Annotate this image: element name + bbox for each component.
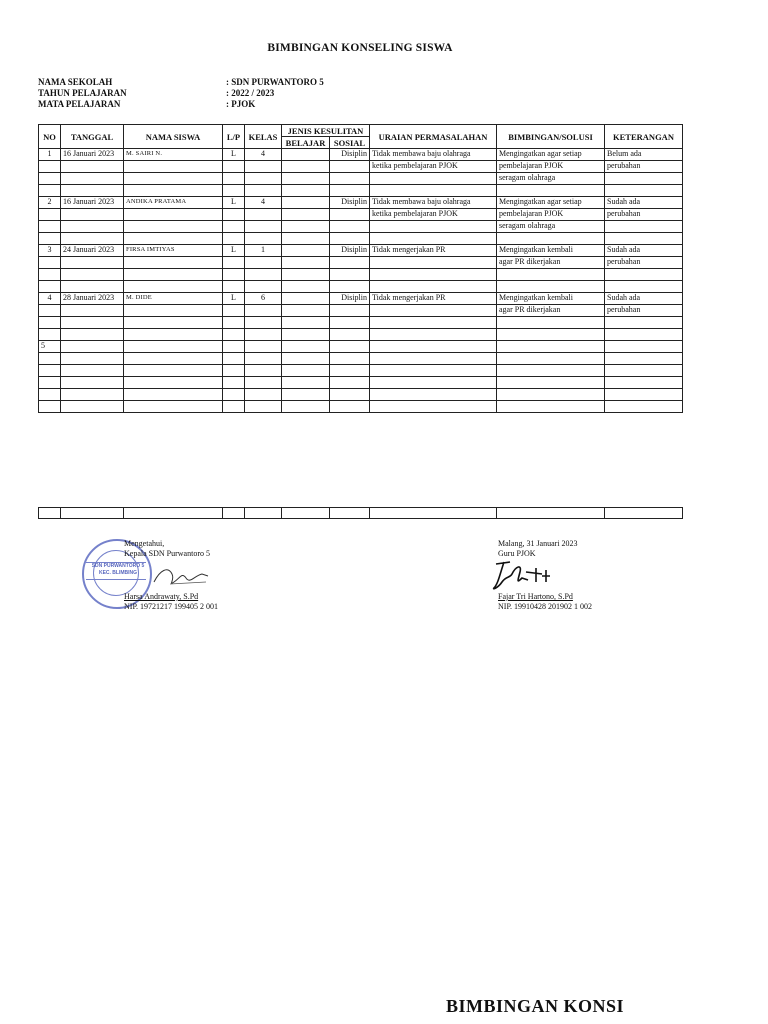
stamp-text	[80, 563, 156, 577]
cell-bimbingan: seragam olahraga	[497, 173, 605, 185]
info-label: TAHUN PELAJARAN	[38, 88, 127, 98]
cell-belajar	[282, 353, 330, 365]
cell-nama	[124, 221, 223, 233]
cell-keterangan	[605, 329, 683, 341]
header-keterangan: KETERANGAN	[605, 125, 683, 149]
cell-nama	[124, 365, 223, 377]
cell-keterangan	[605, 317, 683, 329]
cell-lp	[223, 329, 245, 341]
cell-belajar	[282, 389, 330, 401]
table-row	[39, 257, 683, 269]
cell-belajar	[282, 341, 330, 353]
cell-uraian: Tidak mengerjakan PR	[370, 245, 497, 257]
cell-no	[39, 389, 61, 401]
cell-kelas	[245, 269, 282, 281]
cell-kelas	[245, 389, 282, 401]
header-bimbingan: BIMBINGAN/SOLUSI	[497, 125, 605, 149]
cell-no	[39, 353, 61, 365]
cell-belajar	[282, 245, 330, 257]
cell-belajar	[282, 269, 330, 281]
cell-keterangan: perubahan	[605, 305, 683, 317]
signature-block-headmaster	[124, 539, 210, 559]
table-row	[39, 389, 683, 401]
document-title: BIMBINGAN KONSELING SISWA	[267, 42, 453, 54]
cell-sosial	[330, 305, 370, 317]
cell-lp	[223, 353, 245, 365]
signature-left-line1: Mengetahui,	[124, 539, 165, 548]
table-row	[39, 329, 683, 341]
cell-kelas	[245, 377, 282, 389]
cell-keterangan: Sudah ada	[605, 245, 683, 257]
table-row	[39, 317, 683, 329]
cell-tanggal	[61, 365, 124, 377]
cell-uraian	[370, 401, 497, 413]
cell-nama	[124, 317, 223, 329]
cell-bimbingan: Mengingatkan agar setiap	[497, 149, 605, 161]
cell-keterangan	[605, 401, 683, 413]
cell-sosial	[330, 173, 370, 185]
cell-lp	[223, 317, 245, 329]
cell-keterangan: perubahan	[605, 161, 683, 173]
signature-right-name-block	[498, 592, 592, 612]
cell-tanggal	[61, 221, 124, 233]
cell-no	[39, 161, 61, 173]
cell-no	[39, 209, 61, 221]
cell-sosial	[330, 269, 370, 281]
signature-right-line2: Guru PJOK	[498, 549, 536, 558]
table-row	[39, 269, 683, 281]
cell-kelas	[245, 221, 282, 233]
cell-sosial	[330, 389, 370, 401]
cell-kelas: 1	[245, 245, 282, 257]
cell-keterangan: Sudah ada	[605, 293, 683, 305]
cell-no: 2	[39, 197, 61, 209]
cell-lp	[223, 221, 245, 233]
cell-lp	[223, 389, 245, 401]
cell-uraian	[370, 257, 497, 269]
cell-nama	[124, 401, 223, 413]
cell-tanggal	[61, 185, 124, 197]
cell-keterangan: Sudah ada	[605, 197, 683, 209]
cell-no: 3	[39, 245, 61, 257]
cell-tanggal	[61, 341, 124, 353]
table-row	[39, 305, 683, 317]
cell-tanggal: 16 Januari 2023	[61, 149, 124, 161]
cell-keterangan	[605, 269, 683, 281]
cell-belajar	[282, 377, 330, 389]
signature-left-nip: NIP. 19721217 199405 2 001	[124, 602, 219, 611]
cell-keterangan: Belum ada	[605, 149, 683, 161]
cell-bimbingan	[497, 281, 605, 293]
cell-bimbingan: agar PR dikerjakan	[497, 257, 605, 269]
table-row	[39, 233, 683, 245]
cell-bimbingan: agar PR dikerjakan	[497, 305, 605, 317]
cell-bimbingan: Mengingatkan kembali	[497, 245, 605, 257]
cell-kelas	[245, 173, 282, 185]
table-row	[39, 245, 683, 257]
cell-belajar	[282, 257, 330, 269]
cell-lp	[223, 281, 245, 293]
cell-kelas	[245, 185, 282, 197]
next-page-title: BIMBINGAN KONSI	[446, 996, 625, 1016]
cell-keterangan	[605, 365, 683, 377]
cell-keterangan	[605, 185, 683, 197]
table-row	[39, 173, 683, 185]
cell-bimbingan	[497, 389, 605, 401]
cell-sosial	[330, 257, 370, 269]
cell-belajar	[282, 293, 330, 305]
cell-sosial	[330, 377, 370, 389]
cell-nama	[124, 269, 223, 281]
info-row-school	[38, 77, 324, 88]
cell-bimbingan: Mengingatkan agar setiap	[497, 197, 605, 209]
cell-sosial: Disiplin	[330, 197, 370, 209]
cell-keterangan: perubahan	[605, 257, 683, 269]
cell-kelas	[245, 305, 282, 317]
cell-bimbingan	[497, 329, 605, 341]
cell-no	[39, 401, 61, 413]
header-tanggal: TANGGAL	[61, 125, 124, 149]
header-no: NO	[39, 125, 61, 149]
cell-lp	[223, 305, 245, 317]
cell-no	[39, 233, 61, 245]
cell-uraian	[370, 173, 497, 185]
cell-nama	[124, 209, 223, 221]
cell-tanggal	[61, 389, 124, 401]
cell-tanggal	[61, 233, 124, 245]
cell-lp: L	[223, 293, 245, 305]
cell-uraian	[370, 269, 497, 281]
signature-block-teacher	[498, 539, 578, 559]
cell-lp	[223, 173, 245, 185]
table-row	[39, 161, 683, 173]
cell-belajar	[282, 221, 330, 233]
table-row	[39, 353, 683, 365]
cell-sosial	[330, 401, 370, 413]
cell-lp	[223, 233, 245, 245]
cell-kelas	[245, 353, 282, 365]
cell-sosial	[330, 209, 370, 221]
cell-bimbingan	[497, 353, 605, 365]
cell-uraian	[370, 221, 497, 233]
cell-belajar	[282, 281, 330, 293]
header-nama-siswa: NAMA SISWA	[124, 125, 223, 149]
signature-left-line2: Kepala SDN Purwantoro 5	[124, 549, 210, 558]
cell-belajar	[282, 401, 330, 413]
cell-belajar	[282, 197, 330, 209]
cell-lp	[223, 209, 245, 221]
stamp-line-1: SDN PURWANTORO 5	[91, 563, 145, 569]
cell-sosial	[330, 281, 370, 293]
table-row	[39, 281, 683, 293]
header-jenis-kesulitan: JENIS KESULITAN	[282, 125, 370, 137]
footer-table-row	[38, 507, 683, 519]
cell-sosial	[330, 365, 370, 377]
info-value: : PJOK	[226, 99, 256, 109]
cell-nama: M. SAIRI N.	[124, 149, 223, 161]
cell-bimbingan	[497, 341, 605, 353]
headmaster-signature-icon	[150, 560, 210, 590]
cell-lp	[223, 401, 245, 413]
cell-belajar	[282, 161, 330, 173]
signature-right-line1: Malang, 31 Januari 2023	[498, 539, 578, 548]
cell-tanggal	[61, 269, 124, 281]
cell-belajar	[282, 305, 330, 317]
cell-uraian	[370, 329, 497, 341]
cell-no: 5	[39, 341, 61, 353]
table-row	[39, 185, 683, 197]
cell-tanggal	[61, 401, 124, 413]
cell-uraian	[370, 353, 497, 365]
cell-uraian	[370, 233, 497, 245]
cell-belajar	[282, 233, 330, 245]
header-sosial: SOSIAL	[330, 137, 370, 149]
cell-sosial	[330, 353, 370, 365]
cell-lp: L	[223, 149, 245, 161]
teacher-signature-icon	[490, 558, 570, 594]
cell-bimbingan	[497, 365, 605, 377]
info-row-year	[38, 88, 324, 99]
cell-belajar	[282, 365, 330, 377]
cell-no	[39, 329, 61, 341]
cell-nama: M. DIDE	[124, 293, 223, 305]
cell-tanggal: 24 Januari 2023	[61, 245, 124, 257]
header-belajar: BELAJAR	[282, 137, 330, 149]
cell-no	[39, 185, 61, 197]
info-row-subject	[38, 99, 324, 110]
cell-tanggal	[61, 353, 124, 365]
cell-no	[39, 269, 61, 281]
cell-tanggal: 28 Januari 2023	[61, 293, 124, 305]
cell-keterangan	[605, 173, 683, 185]
cell-belajar	[282, 209, 330, 221]
header-lp: L/P	[223, 125, 245, 149]
cell-keterangan	[605, 389, 683, 401]
cell-bimbingan	[497, 401, 605, 413]
cell-tanggal	[61, 209, 124, 221]
cell-belajar	[282, 317, 330, 329]
signature-right-name: Fajar Tri Hartono, S.Pd	[498, 592, 573, 601]
table-row	[39, 197, 683, 209]
cell-uraian	[370, 281, 497, 293]
cell-lp	[223, 185, 245, 197]
cell-uraian: ketika pembelajaran PJOK	[370, 209, 497, 221]
cell-lp	[223, 257, 245, 269]
cell-nama	[124, 329, 223, 341]
table-row	[39, 149, 683, 161]
cell-no	[39, 305, 61, 317]
cell-uraian: ketika pembelajaran PJOK	[370, 161, 497, 173]
cell-lp	[223, 341, 245, 353]
cell-no	[39, 281, 61, 293]
cell-sosial	[330, 233, 370, 245]
cell-kelas	[245, 365, 282, 377]
cell-tanggal	[61, 317, 124, 329]
cell-uraian	[370, 317, 497, 329]
cell-sosial	[330, 341, 370, 353]
cell-no: 1	[39, 149, 61, 161]
cell-kelas	[245, 317, 282, 329]
table-row	[39, 341, 683, 353]
cell-keterangan: perubahan	[605, 209, 683, 221]
cell-kelas	[245, 233, 282, 245]
school-info	[38, 77, 324, 110]
cell-keterangan	[605, 353, 683, 365]
cell-no	[39, 221, 61, 233]
cell-nama	[124, 305, 223, 317]
cell-belajar	[282, 173, 330, 185]
cell-nama: ANDIKA PRATAMA	[124, 197, 223, 209]
cell-uraian	[370, 377, 497, 389]
signature-left-name: Harsa Andrawaty, S.Pd	[124, 592, 199, 601]
cell-belajar	[282, 329, 330, 341]
cell-tanggal	[61, 377, 124, 389]
cell-lp	[223, 377, 245, 389]
cell-sosial	[330, 161, 370, 173]
cell-uraian	[370, 341, 497, 353]
cell-uraian: Tidak mengerjakan PR	[370, 293, 497, 305]
table-row	[39, 401, 683, 413]
cell-kelas: 6	[245, 293, 282, 305]
info-label: NAMA SEKOLAH	[38, 77, 113, 87]
cell-nama	[124, 377, 223, 389]
header-uraian: URAIAN PERMASALAHAN	[370, 125, 497, 149]
cell-bimbingan: pembelajaran PJOK	[497, 209, 605, 221]
signature-left-name-block	[124, 592, 218, 612]
cell-keterangan	[605, 281, 683, 293]
cell-uraian: Tidak membawa baju olahraga	[370, 149, 497, 161]
cell-sosial: Disiplin	[330, 293, 370, 305]
cell-sosial: Disiplin	[330, 149, 370, 161]
cell-nama	[124, 233, 223, 245]
cell-no	[39, 377, 61, 389]
table-row	[39, 209, 683, 221]
cell-nama: FIRSA IMTIYAS	[124, 245, 223, 257]
signature-right-nip: NIP. 19910428 201902 1 002	[498, 602, 593, 611]
cell-bimbingan	[497, 233, 605, 245]
cell-bimbingan: Mengingatkan kembali	[497, 293, 605, 305]
cell-kelas	[245, 257, 282, 269]
cell-no	[39, 257, 61, 269]
cell-kelas	[245, 161, 282, 173]
cell-lp	[223, 365, 245, 377]
cell-tanggal: 16 Januari 2023	[61, 197, 124, 209]
cell-uraian	[370, 305, 497, 317]
cell-no: 4	[39, 293, 61, 305]
table-body	[39, 149, 683, 413]
cell-keterangan	[605, 221, 683, 233]
cell-bimbingan	[497, 317, 605, 329]
cell-kelas	[245, 341, 282, 353]
cell-keterangan	[605, 377, 683, 389]
header-kelas: KELAS	[245, 125, 282, 149]
table-row	[39, 377, 683, 389]
cell-no	[39, 317, 61, 329]
cell-sosial	[330, 329, 370, 341]
cell-lp: L	[223, 245, 245, 257]
cell-nama	[124, 257, 223, 269]
info-value: : 2022 / 2023	[226, 88, 275, 98]
table-row	[39, 293, 683, 305]
cell-bimbingan: seragam olahraga	[497, 221, 605, 233]
cell-tanggal	[61, 161, 124, 173]
cell-tanggal	[61, 305, 124, 317]
info-label: MATA PELAJARAN	[38, 99, 121, 109]
cell-kelas	[245, 209, 282, 221]
cell-kelas	[245, 281, 282, 293]
cell-lp: L	[223, 197, 245, 209]
cell-bimbingan: pembelajaran PJOK	[497, 161, 605, 173]
table-row	[39, 221, 683, 233]
cell-sosial	[330, 221, 370, 233]
table-row	[39, 365, 683, 377]
table-row	[39, 508, 683, 519]
cell-tanggal	[61, 257, 124, 269]
cell-lp	[223, 161, 245, 173]
counseling-table	[38, 124, 683, 413]
cell-belajar	[282, 149, 330, 161]
cell-sosial	[330, 317, 370, 329]
cell-kelas: 4	[245, 149, 282, 161]
cell-uraian	[370, 365, 497, 377]
cell-lp	[223, 269, 245, 281]
cell-kelas: 4	[245, 197, 282, 209]
cell-sosial	[330, 185, 370, 197]
stamp-line-2: KEC. BLIMBING	[98, 570, 138, 576]
cell-tanggal	[61, 329, 124, 341]
cell-sosial: Disiplin	[330, 245, 370, 257]
cell-uraian: Tidak membawa baju olahraga	[370, 197, 497, 209]
cell-uraian	[370, 389, 497, 401]
cell-nama	[124, 389, 223, 401]
cell-tanggal	[61, 173, 124, 185]
cell-bimbingan	[497, 269, 605, 281]
cell-nama	[124, 161, 223, 173]
cell-nama	[124, 281, 223, 293]
cell-keterangan	[605, 233, 683, 245]
cell-bimbingan	[497, 185, 605, 197]
cell-nama	[124, 353, 223, 365]
cell-no	[39, 365, 61, 377]
cell-bimbingan	[497, 377, 605, 389]
cell-nama	[124, 341, 223, 353]
cell-belajar	[282, 185, 330, 197]
cell-kelas	[245, 401, 282, 413]
cell-nama	[124, 173, 223, 185]
cell-uraian	[370, 185, 497, 197]
cell-kelas	[245, 329, 282, 341]
cell-keterangan	[605, 341, 683, 353]
cell-no	[39, 173, 61, 185]
cell-tanggal	[61, 281, 124, 293]
info-value: : SDN PURWANTORO 5	[226, 77, 324, 87]
cell-nama	[124, 185, 223, 197]
